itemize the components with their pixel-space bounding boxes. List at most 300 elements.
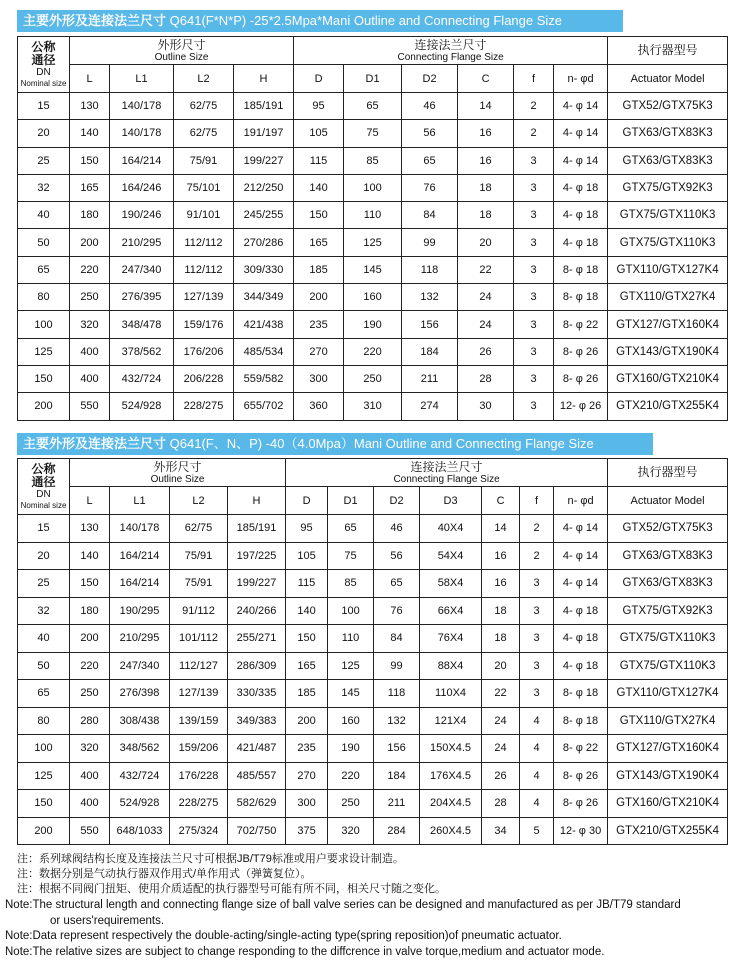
table-cell: 150X4.5: [420, 735, 482, 763]
table-cell: 310: [344, 393, 402, 420]
table-cell: 550: [70, 817, 110, 845]
table-cell: 150: [70, 570, 110, 598]
table-cell: 400: [70, 790, 110, 818]
table-cell: 80: [18, 707, 70, 735]
table-cell: 582/629: [228, 790, 286, 818]
table-cell: 24: [482, 707, 520, 735]
table-cell: 185/191: [234, 93, 294, 120]
nominal-size-header: [18, 459, 70, 515]
actuator-model-cell: GTX143/GTX190K4: [608, 338, 728, 365]
table-cell: 8- φ 18: [554, 256, 608, 283]
table-cell: 8- φ 22: [554, 311, 608, 338]
table-cell: 550: [70, 393, 110, 420]
table-cell: 100: [344, 174, 402, 201]
table-cell: 140: [70, 120, 110, 147]
table-cell: 349/383: [228, 707, 286, 735]
table-cell: 139/159: [170, 707, 228, 735]
table-cell: 4: [520, 735, 554, 763]
table-row: [18, 256, 728, 283]
table-cell: 32: [18, 597, 70, 625]
table-cell: 91/112: [170, 597, 228, 625]
table-cell: 121X4: [420, 707, 482, 735]
table-cell: 8- φ 26: [554, 790, 608, 818]
table-cell: 375: [286, 817, 328, 845]
table-cell: 110X4: [420, 680, 482, 708]
table-cell: 54X4: [420, 542, 482, 570]
flange-size-en: Connecting Flange Size: [393, 473, 500, 485]
table-cell: 22: [482, 680, 520, 708]
table-cell: 76: [374, 597, 420, 625]
table-cell: 250: [70, 680, 110, 708]
table2-body: [18, 515, 728, 845]
table-cell: 150: [18, 790, 70, 818]
table-cell: 18: [482, 597, 520, 625]
table-cell: 400: [70, 365, 110, 392]
table-cell: 125: [328, 652, 374, 680]
col-header: L: [70, 487, 110, 515]
table-cell: 4- φ 14: [554, 515, 608, 543]
table-cell: 184: [402, 338, 458, 365]
actuator-model-cell: GTX63/GTX83K3: [608, 147, 728, 174]
table-cell: 180: [70, 202, 110, 229]
table-cell: 28: [482, 790, 520, 818]
table-cell: 3: [514, 147, 554, 174]
table-cell: 99: [374, 652, 420, 680]
table-cell: 190: [328, 735, 374, 763]
table-cell: 3: [520, 597, 554, 625]
table-cell: 24: [458, 311, 514, 338]
table-cell: 80: [18, 284, 70, 311]
table-cell: 18: [458, 174, 514, 201]
col-header: n- φd: [554, 487, 608, 515]
table-cell: 50: [18, 229, 70, 256]
table-cell: 159/206: [170, 735, 228, 763]
table-cell: 360: [294, 393, 344, 420]
table-cell: 485/557: [228, 762, 286, 790]
table2-title-cn: 主要外形及连接法兰尺寸: [23, 436, 167, 451]
table-cell: 4- φ 14: [554, 570, 608, 598]
table-cell: 24: [458, 284, 514, 311]
table2-spec-table: [17, 458, 728, 845]
actuator-header-en: [608, 65, 728, 93]
table-cell: 62/75: [174, 93, 234, 120]
table-cell: 165: [70, 174, 110, 201]
table-cell: 250: [70, 284, 110, 311]
table-cell: 284: [374, 817, 420, 845]
table-cell: 190/295: [110, 597, 170, 625]
actuator-model-cell: GTX127/GTX160K4: [608, 735, 728, 763]
table-cell: 105: [286, 542, 328, 570]
table-cell: 8- φ 26: [554, 338, 608, 365]
table-cell: 12- φ 26: [554, 393, 608, 420]
table-cell: 3: [514, 256, 554, 283]
table-cell: 250: [328, 790, 374, 818]
table-cell: 220: [70, 256, 110, 283]
table-cell: 270/286: [234, 229, 294, 256]
table-cell: 20: [482, 652, 520, 680]
table-cell: 40: [18, 202, 70, 229]
table-cell: 118: [402, 256, 458, 283]
col-header: n- φd: [554, 65, 608, 93]
table-row: [18, 147, 728, 174]
table-cell: 309/330: [234, 256, 294, 283]
table-cell: 65: [402, 147, 458, 174]
table-row: [18, 393, 728, 420]
table-cell: 212/250: [234, 174, 294, 201]
table-row: [18, 229, 728, 256]
table-cell: 84: [402, 202, 458, 229]
table-cell: 308/438: [110, 707, 170, 735]
table-cell: 127/139: [174, 284, 234, 311]
table-cell: 58X4: [420, 570, 482, 598]
table-cell: 56: [402, 120, 458, 147]
table-cell: 2: [520, 542, 554, 570]
table-cell: 26: [458, 338, 514, 365]
actuator-model-cell: GTX63/GTX83K3: [608, 120, 728, 147]
table-cell: 3: [520, 680, 554, 708]
table-cell: 200: [70, 625, 110, 653]
flange-size-header: [294, 37, 608, 65]
table-cell: 85: [328, 570, 374, 598]
table-cell: 56: [374, 542, 420, 570]
actuator-model-cell: GTX143/GTX190K4: [608, 762, 728, 790]
table-cell: 4- φ 18: [554, 597, 608, 625]
actuator-model-cell: GTX110/GTX127K4: [608, 680, 728, 708]
table-row: [18, 338, 728, 365]
table-cell: 185/191: [228, 515, 286, 543]
flange-size-en: Connecting Flange Size: [397, 51, 504, 63]
table-cell: 65: [18, 680, 70, 708]
table-cell: 40: [18, 625, 70, 653]
table-cell: 4- φ 18: [554, 229, 608, 256]
table-cell: 112/127: [170, 652, 228, 680]
table-cell: 524/928: [110, 393, 174, 420]
table-cell: 65: [344, 93, 402, 120]
table-cell: 160: [344, 284, 402, 311]
table-cell: 432/724: [110, 762, 170, 790]
actuator-model-cell: GTX160/GTX210K4: [608, 365, 728, 392]
table-cell: 4: [520, 762, 554, 790]
table-cell: 95: [286, 515, 328, 543]
actuator-model-cell: GTX110/GTX127K4: [608, 256, 728, 283]
table-cell: 655/702: [234, 393, 294, 420]
table-row: [18, 515, 728, 543]
notes-en: [5, 898, 740, 960]
col-header: D: [294, 65, 344, 93]
table-cell: 24: [482, 735, 520, 763]
table-cell: 3: [520, 625, 554, 653]
table-cell: 4- φ 18: [554, 652, 608, 680]
col-header: L1: [110, 487, 170, 515]
table-cell: 164/214: [110, 570, 170, 598]
table-row: [18, 365, 728, 392]
table-cell: 8- φ 18: [554, 284, 608, 311]
table-cell: 110: [344, 202, 402, 229]
table-cell: 559/582: [234, 365, 294, 392]
actuator-model-cell: GTX75/GTX110K3: [608, 202, 728, 229]
table-cell: 75/91: [174, 147, 234, 174]
outline-size-cn: 外形尺寸: [157, 37, 206, 52]
outline-size-en: Outline Size: [154, 51, 209, 63]
table-cell: 140: [294, 174, 344, 201]
flange-size-cn: 连接法兰尺寸: [410, 459, 483, 474]
table-row: [18, 120, 728, 147]
table-cell: 3: [514, 338, 554, 365]
actuator-en: Actuator Model: [630, 72, 705, 85]
actuator-model-cell: GTX127/GTX160K4: [608, 311, 728, 338]
table-row: [18, 93, 728, 120]
table-cell: 16: [458, 147, 514, 174]
nominal-size-cn: 公称通径: [31, 39, 56, 67]
table1-title-en: Q641(F*N*P) -25*2.5Mpa*Mani Outline and Connecting Flange Size: [169, 13, 563, 28]
table-cell: 132: [374, 707, 420, 735]
actuator-model-cell: GTX110/GTX27K4: [608, 284, 728, 311]
table2-title-bar: [17, 433, 653, 455]
actuator-cn: 执行器型号: [637, 465, 698, 479]
table-cell: 180: [70, 597, 110, 625]
table-cell: 204X4.5: [420, 790, 482, 818]
table-cell: 270: [286, 762, 328, 790]
table-cell: 280: [70, 707, 110, 735]
table-cell: 210/295: [110, 625, 170, 653]
table-cell: 245/255: [234, 202, 294, 229]
col-header: L: [70, 65, 110, 93]
table-cell: 2: [514, 93, 554, 120]
note-cn-line: 注：根据不同阀门扭矩、使用介质适配的执行器型号可能有所不同，相关尺寸随之变化。: [17, 883, 446, 895]
table-cell: 421/487: [228, 735, 286, 763]
actuator-model-cell: GTX63/GTX83K3: [608, 542, 728, 570]
table-cell: 62/75: [174, 120, 234, 147]
nominal-size-cn: 公称通径: [31, 461, 56, 489]
table-cell: 40X4: [420, 515, 482, 543]
table-cell: 320: [70, 735, 110, 763]
table-cell: 3: [514, 311, 554, 338]
table1-body: [18, 93, 728, 421]
table-cell: 235: [286, 735, 328, 763]
col-header: L1: [110, 65, 174, 93]
table-cell: 99: [402, 229, 458, 256]
table-row: [18, 174, 728, 201]
table-cell: 22: [458, 256, 514, 283]
table-cell: 75: [344, 120, 402, 147]
table-cell: 65: [374, 570, 420, 598]
actuator-cn: 执行器型号: [637, 43, 698, 57]
actuator-model-cell: GTX52/GTX75K3: [608, 515, 728, 543]
table-cell: 3: [520, 652, 554, 680]
table-cell: 4: [520, 707, 554, 735]
table-cell: 524/928: [110, 790, 170, 818]
table-cell: 20: [18, 120, 70, 147]
table-cell: 211: [402, 365, 458, 392]
table-cell: 190: [344, 311, 402, 338]
table-row: [18, 762, 728, 790]
table-cell: 220: [344, 338, 402, 365]
table-cell: 176X4.5: [420, 762, 482, 790]
table-cell: 275/324: [170, 817, 228, 845]
table-cell: 91/101: [174, 202, 234, 229]
table-cell: 150: [18, 365, 70, 392]
table-cell: 3: [520, 570, 554, 598]
table-cell: 100: [328, 597, 374, 625]
actuator-header-cn: [608, 459, 728, 487]
table-cell: 115: [286, 570, 328, 598]
table-row: [18, 625, 728, 653]
table-cell: 702/750: [228, 817, 286, 845]
table-cell: 76: [402, 174, 458, 201]
table-cell: 4: [520, 790, 554, 818]
table-cell: 12- φ 30: [554, 817, 608, 845]
table-cell: 200: [286, 707, 328, 735]
table-cell: 4- φ 18: [554, 174, 608, 201]
col-header: C: [458, 65, 514, 93]
note-cn-line: 注：系列球阀结构长度及连接法兰尺寸可根据JB/T79标准或用户要求设计制造。: [17, 853, 404, 865]
table-cell: 228/275: [174, 393, 234, 420]
actuator-model-cell: GTX210/GTX255K4: [608, 393, 728, 420]
table-cell: 432/724: [110, 365, 174, 392]
table-cell: 75/91: [170, 542, 228, 570]
table-cell: 200: [294, 284, 344, 311]
actuator-en: Actuator Model: [630, 494, 705, 507]
table-cell: 206/228: [174, 365, 234, 392]
table-cell: 156: [374, 735, 420, 763]
table-cell: 16: [458, 120, 514, 147]
table-row: [18, 790, 728, 818]
table-cell: 16: [482, 542, 520, 570]
table-cell: 140/178: [110, 93, 174, 120]
col-header: f: [520, 487, 554, 515]
table-cell: 100: [18, 311, 70, 338]
table-cell: 228/275: [170, 790, 228, 818]
col-header: D1: [328, 487, 374, 515]
table-cell: 247/340: [110, 256, 174, 283]
table-cell: 4- φ 18: [554, 202, 608, 229]
table-cell: 250: [344, 365, 402, 392]
table-cell: 140/178: [110, 120, 174, 147]
table-cell: 190/246: [110, 202, 174, 229]
table-cell: 130: [70, 515, 110, 543]
table-row: [18, 735, 728, 763]
actuator-model-cell: GTX75/GTX92K3: [608, 174, 728, 201]
table-cell: 160: [328, 707, 374, 735]
table-cell: 5: [520, 817, 554, 845]
table-cell: 75/101: [174, 174, 234, 201]
table-cell: 132: [402, 284, 458, 311]
table-cell: 110: [328, 625, 374, 653]
table-row: [18, 652, 728, 680]
table-cell: 176/228: [170, 762, 228, 790]
table-cell: 8- φ 26: [554, 762, 608, 790]
table-cell: 65: [18, 256, 70, 283]
note-en-line: Note:The structural length and connecting flange size of ball valve series can be designed and manufactured as per JB/T79 standard: [5, 899, 681, 911]
table-cell: 165: [294, 229, 344, 256]
table-cell: 150: [70, 147, 110, 174]
table-row: [18, 680, 728, 708]
table-cell: 145: [328, 680, 374, 708]
table-cell: 76X4: [420, 625, 482, 653]
table-cell: 20: [18, 542, 70, 570]
table-cell: 28: [458, 365, 514, 392]
table-cell: 3: [514, 365, 554, 392]
table-cell: 3: [514, 202, 554, 229]
table-cell: 8- φ 18: [554, 707, 608, 735]
table-cell: 14: [482, 515, 520, 543]
table1-title-cn: 主要外形及连接法兰尺寸: [23, 13, 167, 28]
table-cell: 400: [70, 338, 110, 365]
table-cell: 400: [70, 762, 110, 790]
actuator-model-cell: GTX210/GTX255K4: [608, 817, 728, 845]
table-cell: 4- φ 14: [554, 93, 608, 120]
table-cell: 235: [294, 311, 344, 338]
table-cell: 84: [374, 625, 420, 653]
table-cell: 20: [458, 229, 514, 256]
actuator-model-cell: GTX63/GTX83K3: [608, 570, 728, 598]
flange-size-cn: 连接法兰尺寸: [414, 37, 487, 52]
table-cell: 3: [514, 393, 554, 420]
table-cell: 18: [482, 625, 520, 653]
table-cell: 88X4: [420, 652, 482, 680]
table-cell: 185: [286, 680, 328, 708]
notes-cn: [17, 852, 446, 897]
col-header: D3: [420, 487, 482, 515]
table-cell: 164/214: [110, 147, 174, 174]
nominal-size-en: Nominal size: [20, 78, 67, 88]
table-cell: 16: [482, 570, 520, 598]
table-cell: 75/91: [170, 570, 228, 598]
table1-title-bar: [17, 10, 623, 32]
table-cell: 156: [402, 311, 458, 338]
table-row: [18, 707, 728, 735]
table-row: [18, 311, 728, 338]
table-cell: 185: [294, 256, 344, 283]
table-cell: 46: [402, 93, 458, 120]
col-header: D1: [344, 65, 402, 93]
table-cell: 118: [374, 680, 420, 708]
table-cell: 330/335: [228, 680, 286, 708]
table-cell: 210/295: [110, 229, 174, 256]
nominal-size-header: [18, 37, 70, 93]
table-cell: 300: [286, 790, 328, 818]
table-cell: 4- φ 18: [554, 625, 608, 653]
table-row: [18, 570, 728, 598]
table-cell: 112/112: [174, 256, 234, 283]
table-cell: 75: [328, 542, 374, 570]
table-cell: 34: [482, 817, 520, 845]
table-cell: 100: [18, 735, 70, 763]
col-header: D2: [374, 487, 420, 515]
table-row: [18, 542, 728, 570]
table-cell: 344/349: [234, 284, 294, 311]
table-cell: 199/227: [228, 570, 286, 598]
table-cell: 274: [402, 393, 458, 420]
nominal-dn: DN: [36, 66, 51, 78]
note-cn-line: 注：数据分别是气动执行器双作用式/单作用式（弹簧复位）。: [17, 868, 312, 880]
table-cell: 150: [286, 625, 328, 653]
table-cell: 378/562: [110, 338, 174, 365]
outline-size-en: Outline Size: [150, 473, 205, 485]
table-cell: 130: [70, 93, 110, 120]
table-cell: 199/227: [234, 147, 294, 174]
table-cell: 140: [70, 542, 110, 570]
col-header: H: [234, 65, 294, 93]
col-header: C: [482, 487, 520, 515]
actuator-model-cell: GTX75/GTX110K3: [608, 625, 728, 653]
table-cell: 62/75: [170, 515, 228, 543]
table-cell: 125: [18, 338, 70, 365]
table-cell: 112/112: [174, 229, 234, 256]
table-cell: 50: [18, 652, 70, 680]
table-cell: 348/478: [110, 311, 174, 338]
outline-size-cn: 外形尺寸: [153, 459, 202, 474]
